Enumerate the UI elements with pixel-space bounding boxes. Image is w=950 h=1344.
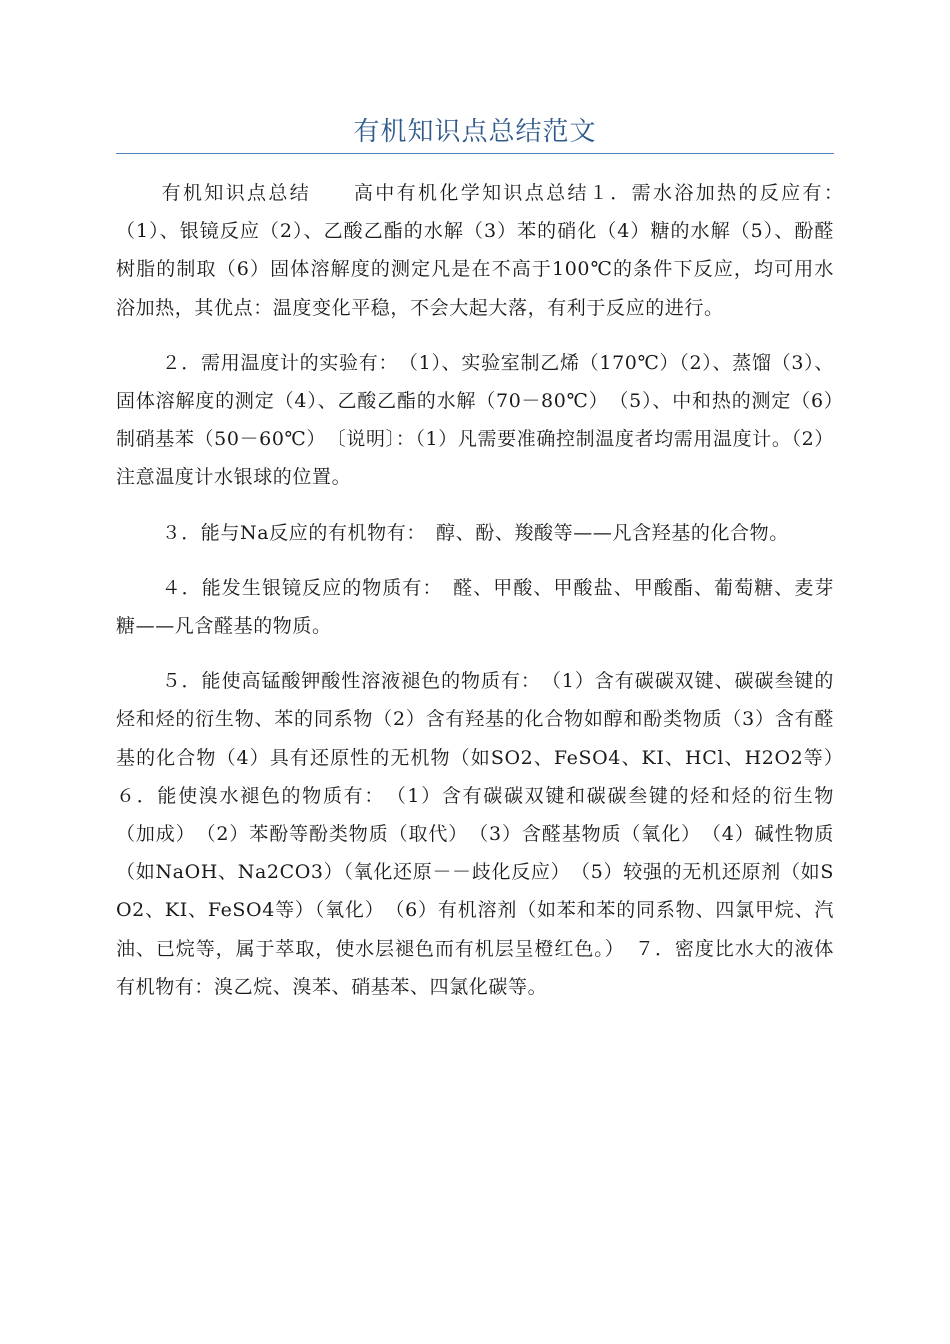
document-body bbox=[116, 174, 854, 1023]
document-title: 有机知识点总结范文 bbox=[353, 117, 597, 147]
paragraph-3: ３．能与Na反应的有机物有： 醇、酚、羧酸等——凡含羟基的化合物。 bbox=[161, 521, 789, 544]
paragraph-4: ４．能发生银镜反应的物质有： 醛、甲酸、甲酸盐、甲酸酯、葡萄糖、麦芽糖——凡含醛基的物质。 bbox=[116, 576, 834, 638]
paragraph-5: ５．能使高锰酸钾酸性溶液褪色的物质有： （1）含有碳碳双键、碳碳叁键的烃和烃的衍生物、苯的同系物（2）含有羟基的化合物如醇和酚类物质（3）含有醛基的化合物（4）具有还原性的无机物（如SO2、FeSO4、KI、HCl、H2O2等） ６．能使溴水褪色的物质有： （1）含有碳碳双键和碳碳叁键的烃和烃的衍生物（加成） （2）苯酚等酚类物质（取代） （3）含醛基物质（氧化） （4）碱性物质（如NaOH、Na2CO3）（氧化还原－－歧化反应） （5）较强的无机还原剂（如SO2、KI、FeSO4等）（氧化） （6）有机溶剂（如苯和苯的同系物、四氯甲烷、汽油、已烷等，属于萃取，使水层褪色而有机层呈橙红色。） ７．密度比水大的液体有机物有：溴乙烷、溴苯、硝基苯、四氯化碳等。 bbox=[116, 670, 854, 998]
title-underline bbox=[116, 153, 834, 154]
paragraph-1: 有机知识点总结 高中有机化学知识点总结１．需水浴加热的反应有： （1）、银镜反应（2）、乙酸乙酯的水解（3）苯的硝化（4）糖的水解（5）、酚醛树脂的制取（6）固体溶解度的测定凡是在不高于100℃的条件下反应，均可用水浴加热，其优点：温度变化平稳，不会大起大落，有利于反应的进行。 bbox=[116, 182, 854, 319]
paragraph-2: ２．需用温度计的实验有： （1）、实验室制乙烯（170℃）（2）、蒸馏（3）、固体溶解度的测定（4）、乙酸乙酯的水解（70－80℃） （5）、中和热的测定（6）制硝基苯（50－60℃） 〔说明〕：（1）凡需要准确控制温度者均需用温度计。（2）注意温度计水银球的位置。 bbox=[116, 351, 834, 489]
